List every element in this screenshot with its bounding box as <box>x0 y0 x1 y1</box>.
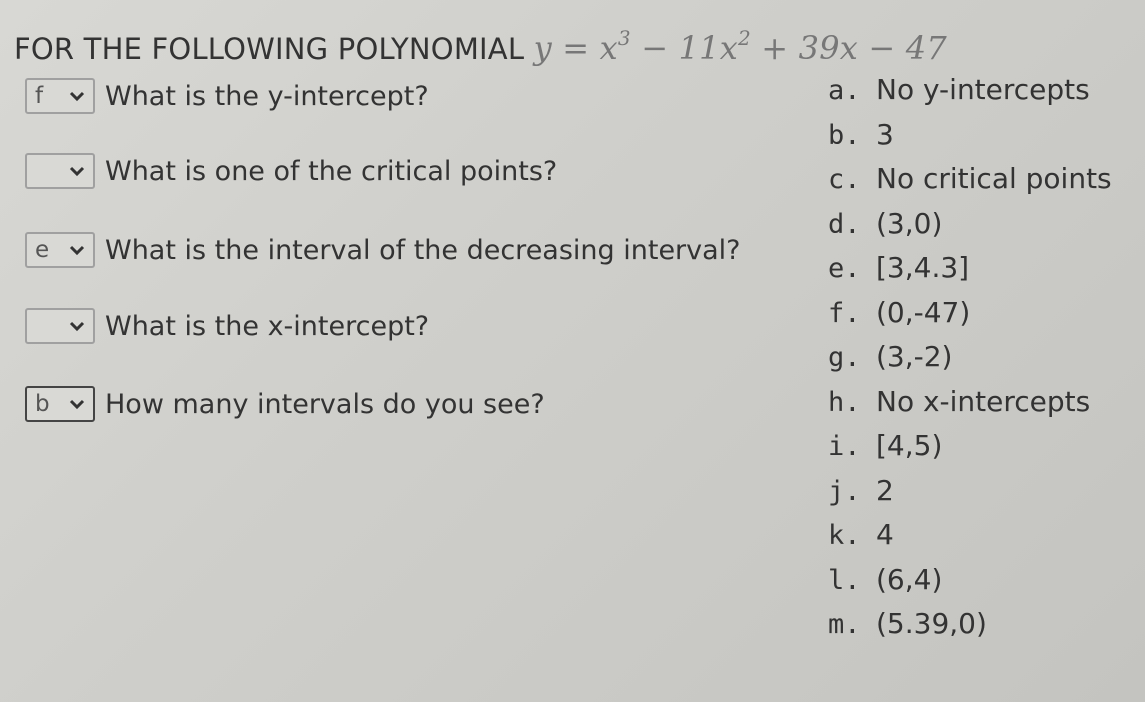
question-title <box>14 26 947 67</box>
option-letter: l. <box>828 564 861 596</box>
answer-options-list <box>828 68 1112 647</box>
option-text: 3 <box>876 117 894 151</box>
chevron-down-icon <box>67 394 87 414</box>
option-text: 4 <box>876 518 894 551</box>
answer-option-k <box>828 513 1112 558</box>
answer-option-m <box>828 602 1112 647</box>
option-letter: i. <box>828 431 861 462</box>
question-row-2 <box>25 151 557 191</box>
answer-option-f <box>828 291 1112 336</box>
option-letter: a. <box>828 75 861 106</box>
chevron-down-icon <box>67 161 87 181</box>
option-text: (3,-2) <box>876 340 953 373</box>
dropdown-value: b <box>35 391 50 417</box>
option-letter: g. <box>828 342 861 373</box>
question-row-4 <box>25 306 429 346</box>
answer-option-e <box>828 246 1112 291</box>
answer-dropdown-2[interactable] <box>25 153 95 189</box>
chevron-down-icon <box>67 316 87 336</box>
option-text: (5.39,0) <box>876 607 987 640</box>
answer-dropdown-3[interactable] <box>25 232 95 268</box>
option-letter: h. <box>828 386 861 418</box>
answer-option-i <box>828 424 1112 469</box>
answer-dropdown-4[interactable] <box>25 308 95 344</box>
chevron-down-icon <box>67 86 87 106</box>
option-text: No x-intercepts <box>876 384 1091 418</box>
question-text: What is the x-intercept? <box>105 310 430 342</box>
answer-option-d <box>828 202 1112 247</box>
option-letter: k. <box>828 520 861 551</box>
option-text: [3,4.3] <box>876 251 970 284</box>
question-text: What is one of the critical points? <box>105 155 558 187</box>
option-text: No critical points <box>876 162 1112 195</box>
chevron-down-icon <box>67 240 87 260</box>
option-letter: e. <box>828 253 861 284</box>
polynomial-formula: $y = x^3 - 11x^2 + 39x - 47$ <box>533 26 947 67</box>
option-letter: b. <box>828 119 861 151</box>
option-letter: c. <box>828 164 861 195</box>
question-row-1 <box>25 76 429 116</box>
answer-option-j <box>828 469 1112 514</box>
question-text: How many intervals do you see? <box>105 388 545 420</box>
option-text: [4,5) <box>876 429 943 462</box>
option-text: (6,4) <box>876 562 943 596</box>
question-row-3 <box>25 230 741 270</box>
title-prefix: FOR THE FOLLOWING POLYNOMIAL <box>14 32 525 66</box>
dropdown-value: f <box>35 83 44 109</box>
answer-option-g <box>828 335 1112 380</box>
option-letter: j. <box>828 475 861 507</box>
question-row-5 <box>25 384 545 424</box>
option-letter: d. <box>828 208 861 240</box>
answer-option-a <box>828 68 1112 113</box>
question-text: What is the interval of the decreasing interval? <box>105 234 741 266</box>
option-text: 2 <box>876 473 894 507</box>
question-text: What is the y-intercept? <box>105 80 429 112</box>
answer-dropdown-5[interactable] <box>25 386 95 422</box>
answer-option-h <box>828 380 1112 425</box>
dropdown-value: e <box>35 237 50 263</box>
answer-option-b <box>828 113 1112 158</box>
option-text: (3,0) <box>876 206 943 240</box>
option-letter: m. <box>828 609 861 640</box>
answer-option-c <box>828 157 1112 202</box>
option-text: No y-intercepts <box>876 73 1090 106</box>
option-letter: f. <box>828 297 861 329</box>
answer-option-l <box>828 558 1112 603</box>
option-text: (0,-47) <box>876 295 971 329</box>
answer-dropdown-1[interactable] <box>25 78 95 114</box>
